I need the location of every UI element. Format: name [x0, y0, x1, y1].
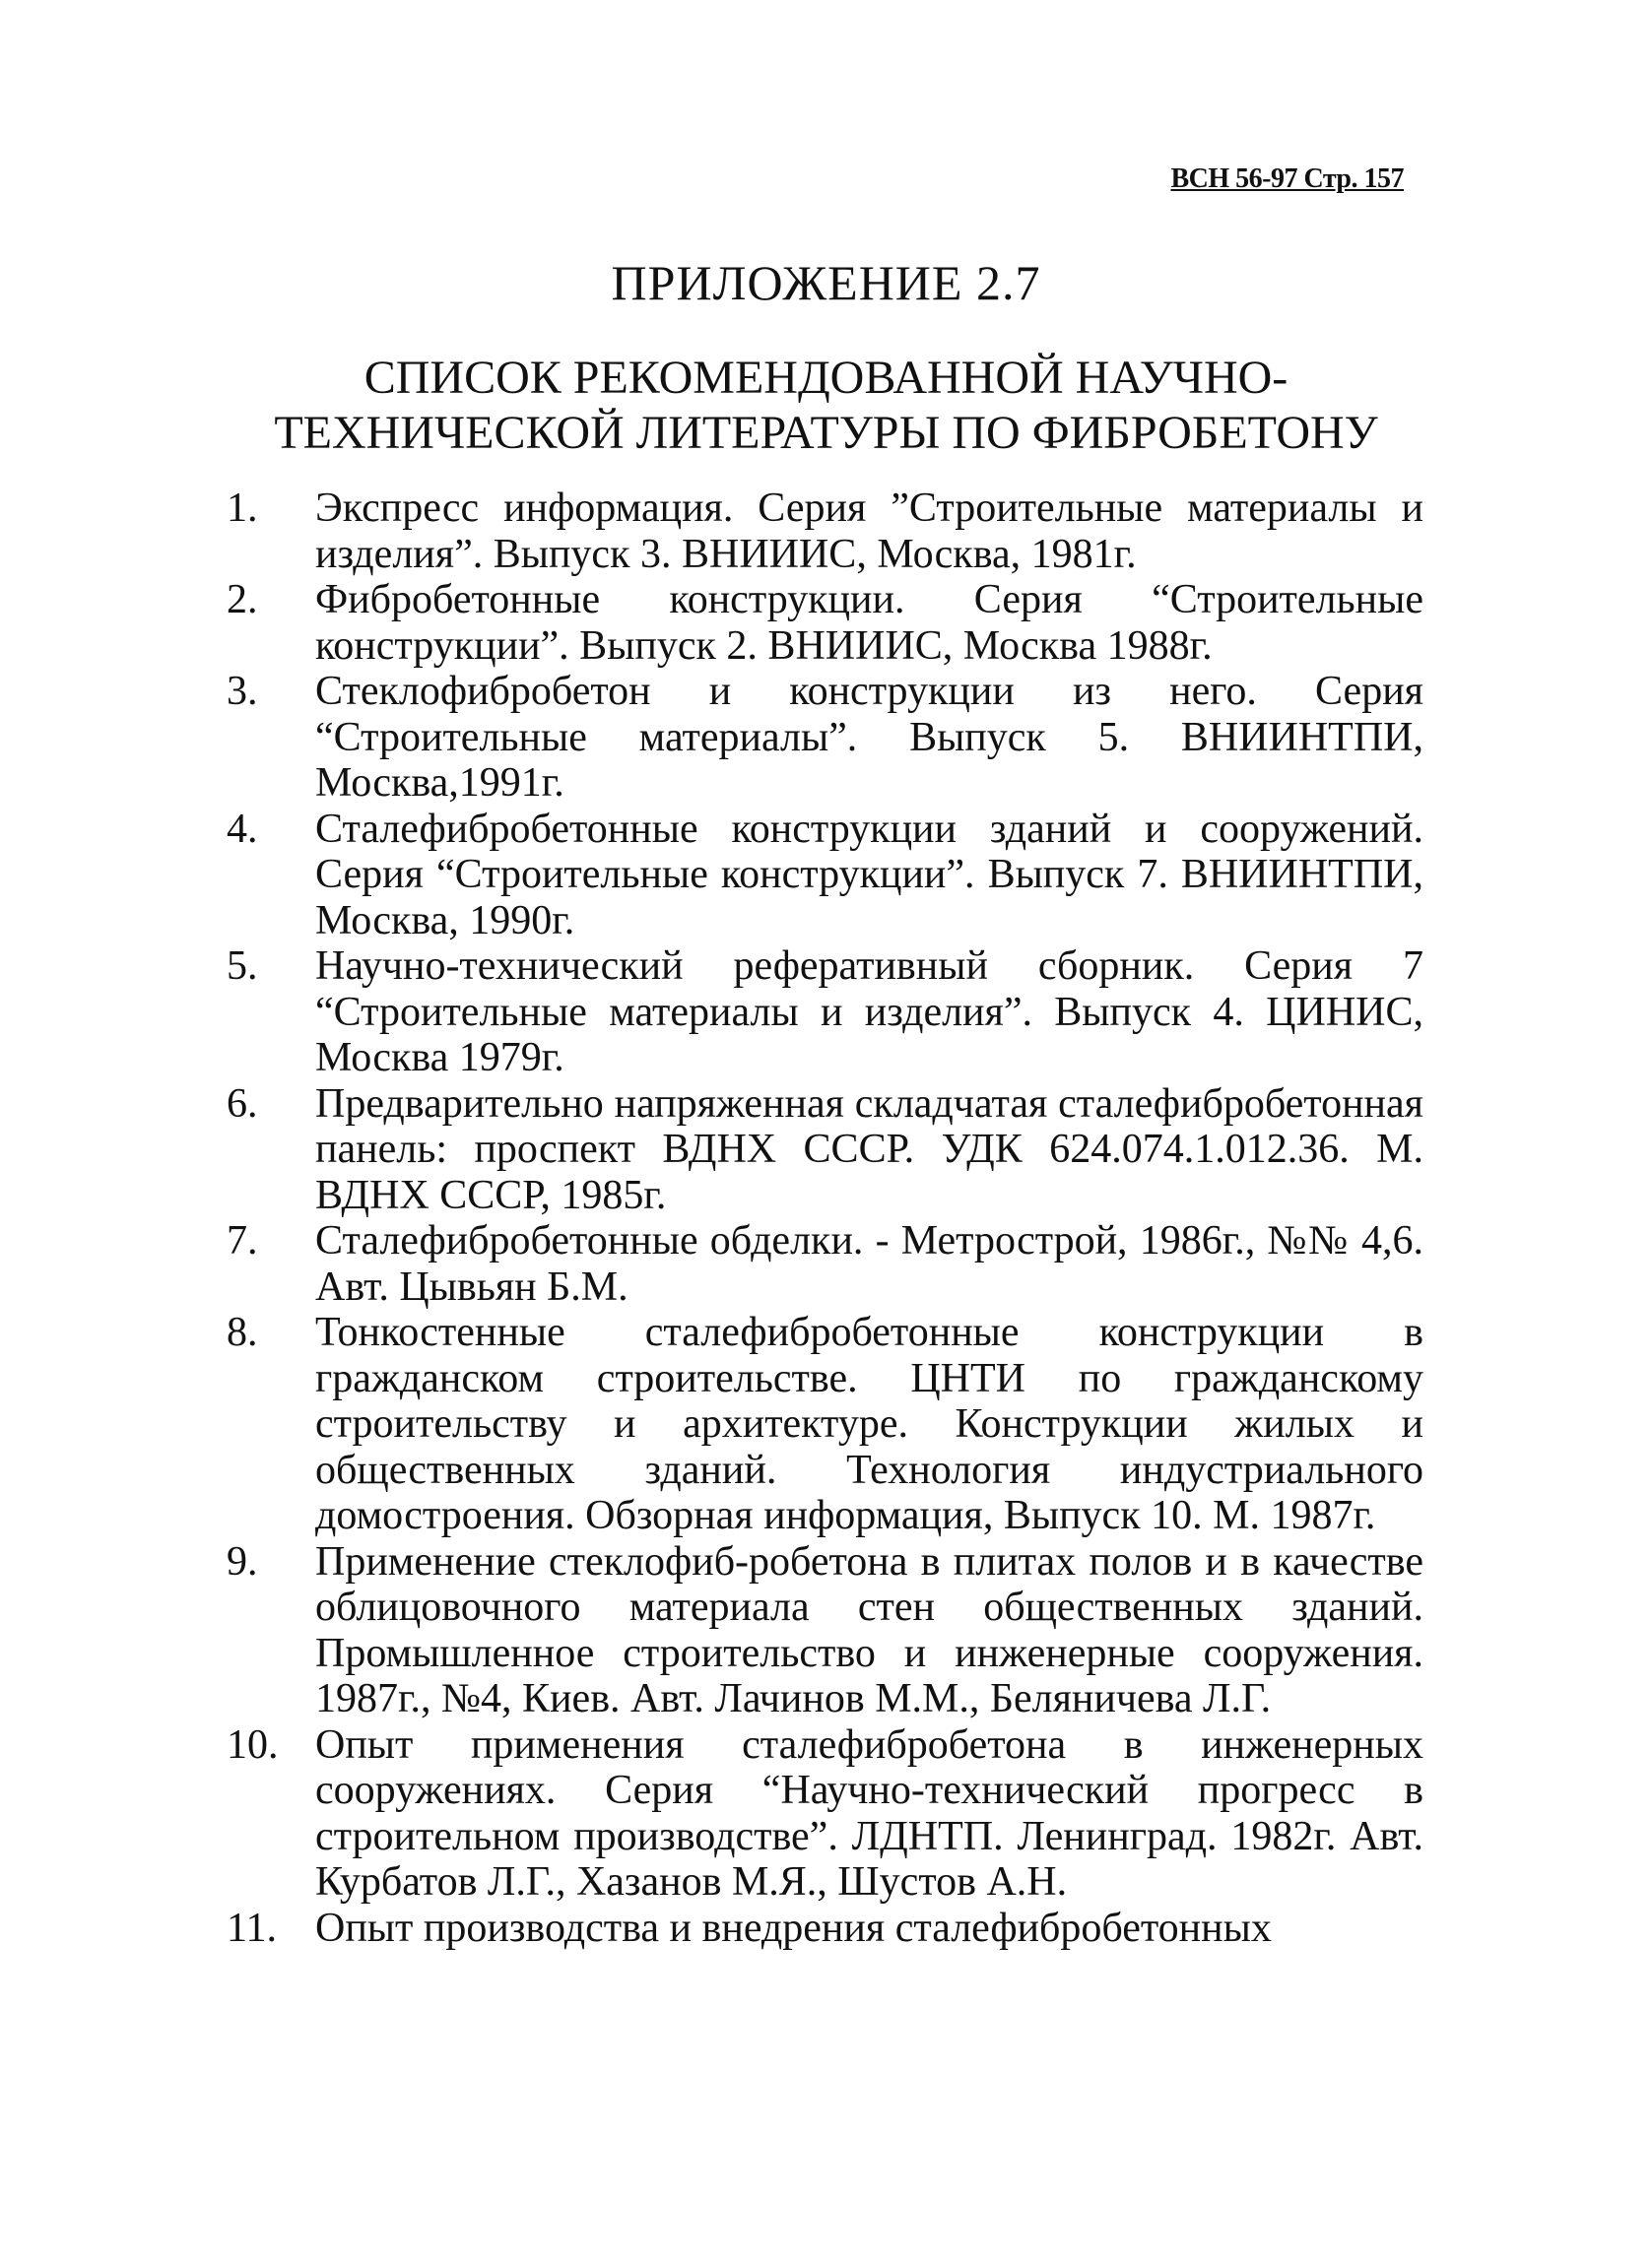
reference-item — [227, 1906, 1423, 1952]
reference-text: Опыт производства и внедрения сталефибробетонных — [315, 1905, 1272, 1951]
reference-item — [227, 1722, 1423, 1906]
reference-text: Опыт применения сталефибробетона в инженерных сооружениях. Серия “Научно-технический прогресс в строительном производстве”. ЛДНТП. Ленинград. 1982г. Авт. Курбатов Л.Г., Хазанов М.Я., Шустов А.Н. — [315, 1721, 1423, 1905]
reference-number: 8. — [227, 1310, 258, 1355]
list-title — [0, 351, 1652, 461]
reference-number: 6. — [227, 1080, 258, 1127]
reference-text: Применение стеклофиб-робетона в плитах полов и в качестве облицовочного материала стен общественных зданий. Промышленное строительство и инженерные сооружения. 1987г., №4, Киев. Авт. Лачинов М.М., Беляничева Л.Г. — [315, 1538, 1423, 1721]
reference-number: 9. — [227, 1538, 258, 1585]
reference-number: 2. — [227, 577, 258, 622]
reference-item — [227, 486, 1423, 577]
reference-text: Фибробетонные конструкции. Серия “Строительные конструкции”. Выпуск 2. ВНИИИС, Москва 1988г. — [315, 577, 1423, 669]
reference-number: 7. — [227, 1218, 258, 1264]
reference-number: 10. — [227, 1721, 279, 1768]
reference-text: Сталефибробетонные обделки. - Метрострой, 1986г., №№ 4,6. Авт. Цывьян Б.М. — [315, 1218, 1423, 1310]
reference-text: Тонкостенные сталефибробетонные конструкции в гражданском строительстве. ЦНТИ по гражданскому строительству и архитектуре. Конструкции жилых и общественных зданий. Технология индустриального домостроения. Обзорная информация, Выпуск 10. М. 1987г. — [315, 1310, 1423, 1538]
list-title-line-2: ТЕХНИЧЕСКОЙ ЛИТЕРАТУРЫ ПО ФИБРОБЕТОНУ — [274, 407, 1378, 459]
reference-text: Предварительно напряженная складчатая сталефибробетонная панель: проспект ВДНХ СССР. УДК 624.074.1.012.36. М. ВДНХ СССР, 1985г. — [315, 1080, 1423, 1218]
reference-item — [227, 1081, 1423, 1219]
running-header: ВСН 56-97 Стр. 157 — [1170, 163, 1404, 194]
reference-item — [227, 577, 1423, 669]
reference-item — [227, 1310, 1423, 1539]
reference-number: 5. — [227, 943, 258, 989]
appendix-title: ПРИЛОЖЕНИЕ 2.7 — [611, 255, 1041, 310]
list-title-line-1: СПИСОК РЕКОМЕНДОВАННОЙ НАУЧНО- — [363, 352, 1289, 404]
reference-number: 3. — [227, 669, 258, 714]
reference-item — [227, 807, 1423, 944]
reference-item — [227, 943, 1423, 1081]
reference-item — [227, 1218, 1423, 1310]
reference-item — [227, 669, 1423, 807]
reference-text: Сталефибробетонные конструкции зданий и сооружений. Серия “Строительные конструкции”. Выпуск 7. ВНИИНТПИ, Москва, 1990г. — [315, 806, 1423, 943]
reference-text: Экспресс информация. Серия ”Строительные материалы и изделия”. Выпуск 3. ВНИИИС, Москва, 1981г. — [315, 486, 1423, 577]
reference-item — [227, 1539, 1423, 1722]
reference-text: Научно-технический реферативный сборник. Серия 7 “Строительные материалы и изделия”. Выпуск 4. ЦИНИС, Москва 1979г. — [315, 943, 1423, 1080]
reference-number: 4. — [227, 806, 258, 852]
reference-text: Стеклофибробетон и конструкции из него. Серия “Строительные материалы”. Выпуск 5. ВНИИНТПИ, Москва,1991г. — [315, 669, 1423, 806]
reference-number: 11. — [227, 1905, 277, 1951]
reference-list — [227, 486, 1423, 1951]
reference-number: 1. — [227, 486, 258, 531]
